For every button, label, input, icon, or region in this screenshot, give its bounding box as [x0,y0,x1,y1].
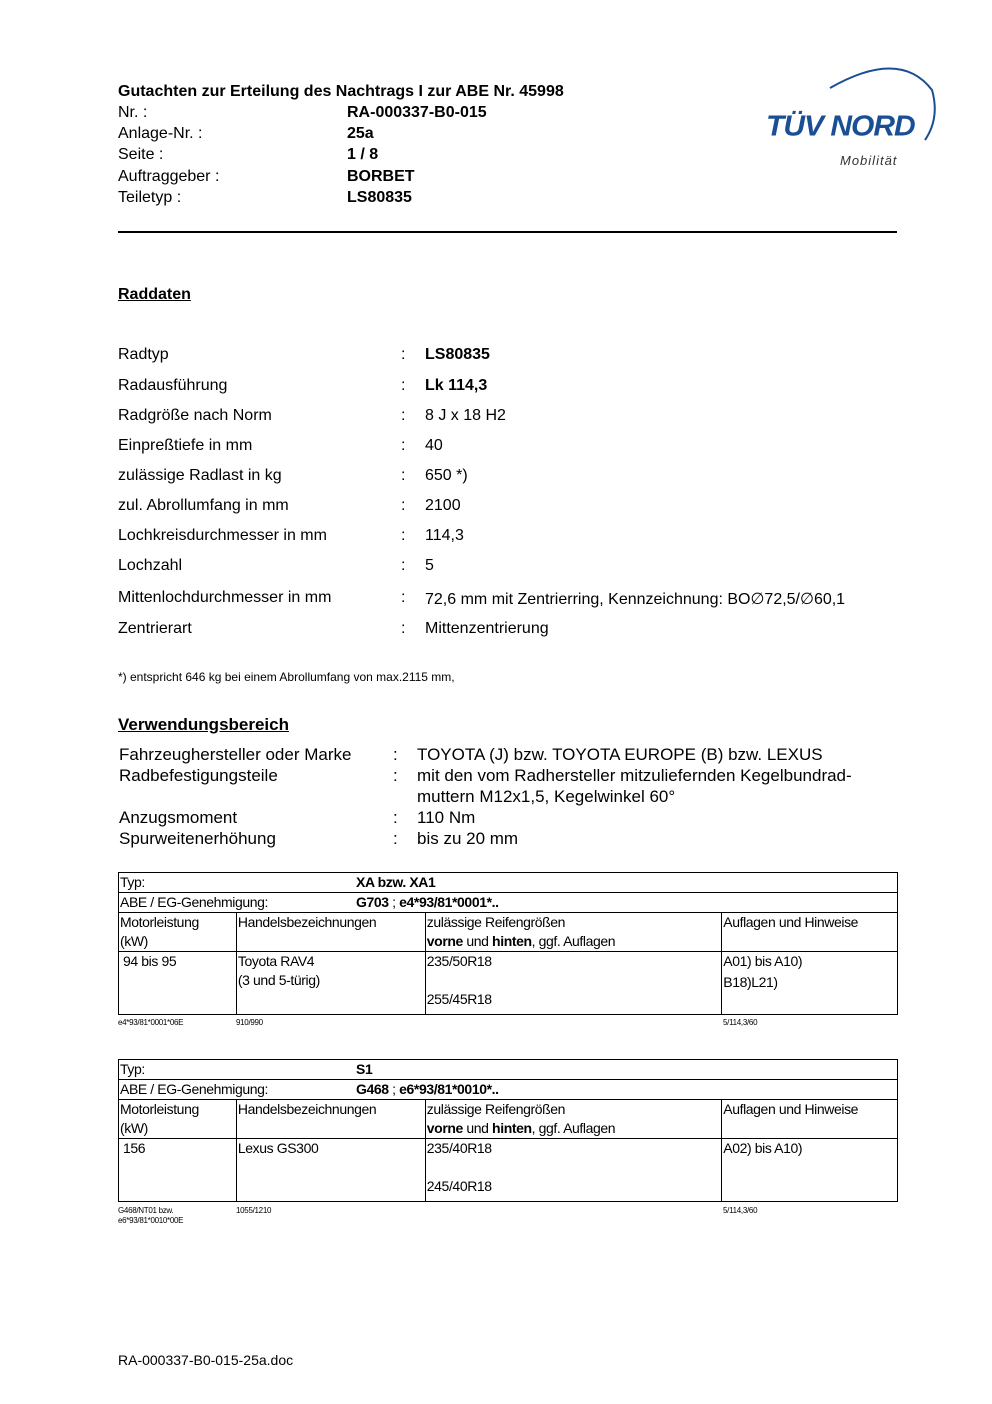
abe-separator: ; [388,894,400,910]
cell-motor: 94 bis 95 [119,952,237,1015]
row-label: Radbefestigungsteile [119,766,278,785]
col-vorne: vorne [426,1120,463,1136]
header-value-auftraggeber: BORBET [347,168,415,185]
col-motor-unit: (kW) [120,933,148,949]
vehicle-table [118,1059,898,1202]
col-handel: Handelsbezeichnungen [236,1100,425,1139]
typ-label: Typ: [120,874,145,890]
col-ggf: , ggf. Auflagen [531,933,616,949]
eg-number: e4*93/81*0001*.. [399,894,499,910]
header-value-teiletyp: LS80835 [347,189,412,206]
row-value: 5 [425,557,434,574]
raddaten-row: Radgröße nach Norm : 8 J x 18 H2 [118,407,506,424]
row-label: Lochzahl [118,557,183,574]
row-value: 40 [425,437,443,454]
cell-handel-2: (3 und 5-türig) [237,972,320,988]
raddaten-row: Einpreßtiefe in mm : 40 [118,437,443,454]
raddaten-row: Radausführung : Lk 114,3 [118,377,488,394]
cell-auflagen-1: A01) bis A10) [723,953,803,969]
footer-a-line1: G468/NT01 bzw. [118,1206,174,1215]
col-auflagen: Auflagen und Hinweise [722,913,898,952]
row-value: 72,6 mm mit Zentrierring, Kennzeichnung: BO∅72,5/∅60,1 [425,591,846,608]
cell-handel: Lexus GS300 [237,1140,319,1156]
raddaten-row: Zentrierart : Mittenzentrierung [118,620,549,637]
abe-label: ABE / EG-Genehmigung: [120,894,269,910]
typ-value: XA bzw. XA1 [356,874,436,890]
abe-number: G703 [356,894,389,910]
raddaten-row: Mittenlochdurchmesser in mm : 72,6 mm mit Zentrierring, Kennzeichnung: BO∅72,5/∅60,1 [118,589,846,608]
abe-label: ABE / EG-Genehmigung: [120,1081,269,1097]
logo-sub: Mobilität [840,153,898,168]
row-label: Radtyp [118,346,169,363]
logo-brand: TÜV NORD [766,110,915,143]
typ-label: Typ: [120,1061,145,1077]
row-label: Radgröße nach Norm [118,407,272,424]
typ-value: S1 [356,1061,373,1077]
col-vorne: vorne [426,933,463,949]
col-motor: Motorleistung [120,914,199,930]
table-row [119,1139,898,1202]
table-footer-b: 910/990 [236,1018,263,1027]
row-label: Zentrierart [118,620,192,637]
row-label: Lochkreisdurchmesser in mm [118,527,327,544]
abe-row [119,1080,898,1100]
table-footer-b: 1055/1210 [236,1206,272,1215]
col-hinten: hinten [492,933,532,949]
row-label: Spurweitenerhöhung [119,829,276,848]
row-value: muttern M12x1,5, Kegelwinkel 60° [417,787,676,806]
col-hinten: hinten [492,1120,532,1136]
row-value: 114,3 [425,527,464,544]
col-reifen: zulässige Reifengrößen [426,914,566,930]
row-label: Anzugsmoment [119,808,238,827]
cell-auflagen-1: A02) bis A10) [723,1140,803,1156]
row-label: Fahrzeughersteller oder Marke [119,745,352,764]
vehicle-table [118,872,898,1015]
row-value: 650 *) [425,467,468,484]
cell-reifen-2: 245/40R18 [426,1178,492,1194]
row-value: 110 Nm [417,808,476,827]
raddaten-row: Radtyp : LS80835 [118,346,490,363]
col-und: und [462,1120,493,1136]
row-value: mit den vom Radhersteller mitzuliefernden Kegelbundrad- [417,766,852,785]
section-heading-raddaten: Raddaten [118,286,191,303]
row-value: 2100 [425,497,461,514]
header-label-nr: Nr. : [118,104,148,121]
raddaten-row: zul. Abrollumfang in mm : 2100 [118,497,461,514]
row-label: zul. Abrollumfang in mm [118,497,289,514]
col-motor: Motorleistung [120,1101,199,1117]
column-header-row [119,913,898,952]
col-ggf: , ggf. Auflagen [531,1120,616,1136]
header-label-anlage: Anlage-Nr. : [118,125,203,142]
abe-separator: ; [388,1081,400,1097]
row-label: Einpreßtiefe in mm [118,437,253,454]
cell-reifen-1: 235/50R18 [426,953,492,969]
header-value-nr: RA-000337-B0-015 [347,104,487,121]
row-value: bis zu 20 mm [417,829,519,848]
raddaten-row: zulässige Radlast in kg : 650 *) [118,467,468,484]
abe-number: G468 [356,1081,389,1097]
raddaten-row: Lochkreisdurchmesser in mm : 114,3 [118,527,464,544]
raddaten-footnote: *) entspricht 646 kg bei einem Abrollumfang von max.2115 mm, [118,670,455,684]
typ-row [119,1060,898,1080]
col-auflagen: Auflagen und Hinweise [722,1100,898,1139]
row-value: Lk 114,3 [425,377,488,394]
table-footer-a: e4*93/81*0001*06E [118,1018,184,1027]
cell-motor: 156 [119,1139,237,1202]
eg-number: e6*93/81*0010*.. [399,1081,499,1097]
section-heading-verwendung: Verwendungsbereich [118,715,289,734]
col-und: und [462,933,493,949]
raddaten-row: Lochzahl : 5 [118,557,434,574]
cell-handel: Toyota RAV4 [237,953,315,969]
table-footer-a [118,1206,183,1226]
col-motor-unit: (kW) [120,1120,148,1136]
header-divider [118,231,897,233]
row-label: Radausführung [118,377,228,394]
document-title: Gutachten zur Erteilung des Nachtrags I zur ABE Nr. 45998 [118,83,564,100]
table-footer-c: 5/114,3/60 [723,1206,758,1215]
abe-row [119,893,898,913]
col-handel: Handelsbezeichnungen [236,913,425,952]
footer-a-line2: e6*93/81*0010*00E [118,1216,184,1225]
row-value: 8 J x 18 H2 [425,407,506,424]
col-reifen: zulässige Reifengrößen [426,1101,566,1117]
row-value: LS80835 [425,346,490,363]
typ-row [119,873,898,893]
row-value: TOYOTA (J) bzw. TOYOTA EUROPE (B) bzw. LEXUS [417,745,823,764]
header-label-teiletyp: Teiletyp : [118,189,182,206]
row-label: zulässige Radlast in kg [118,467,282,484]
header-label-auftraggeber: Auftraggeber : [118,168,220,185]
column-header-row [119,1100,898,1139]
header-label-seite: Seite : [118,146,164,163]
cell-reifen-2: 255/45R18 [426,991,492,1007]
row-value: Mittenzentrierung [425,620,549,637]
document-filename: RA-000337-B0-015-25a.doc [118,1352,294,1368]
header-value-seite: 1 / 8 [347,146,379,163]
header-value-anlage: 25a [347,125,374,142]
cell-reifen-1: 235/40R18 [426,1140,492,1156]
cell-auflagen-2: B18)L21) [723,974,778,990]
table-row [119,952,898,1015]
row-label: Mittenlochdurchmesser in mm [118,589,332,606]
table-footer-c: 5/114,3/60 [723,1018,758,1027]
